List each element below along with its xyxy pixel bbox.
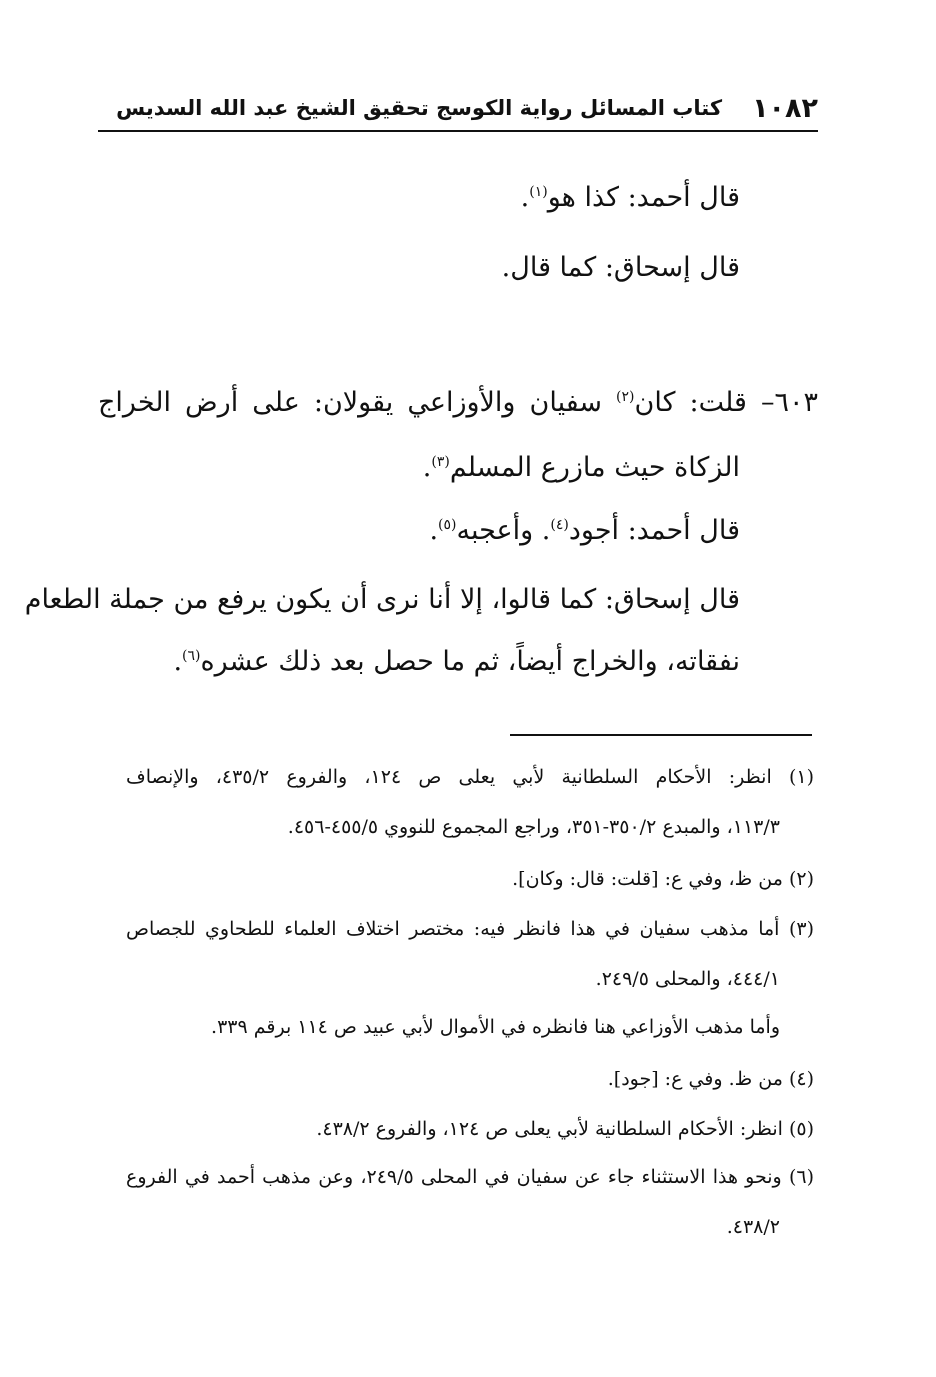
body-line-3: ٦٠٣– قلت: كان$^{(٢)}$ سفيان والأوزاعي يقولان: على أرض الخراج (98, 387, 818, 418)
body-line-1: قال أحمد: كذا هو$^{(١)}$. (520, 182, 740, 213)
footnote-2: (٢) من ظ، وفي ع: [قلت: قال: وكان]. (512, 868, 814, 890)
footnote-number: (٢) (788, 868, 814, 890)
footnote-6: (٦) ونحو هذا الاستثناء جاء عن سفيان في المحلى ٢٤٩/٥، وعن مذهب أحمد في الفروع (126, 1166, 814, 1188)
footnote-number: (٥) (788, 1118, 814, 1140)
running-title: كتاب المسائل رواية الكوسج تحقيق الشيخ عبد الله السديس (116, 96, 723, 120)
footnote-1: (١) انظر: الأحكام السلطانية لأبي يعلى ص ١٢٤، والفروع ٤٣٥/٢، والإنصاف (126, 766, 815, 788)
footnote-ref[interactable]: (٣) (431, 454, 450, 470)
footnote-4: (٤) من ظ. وفي ع: [جود]. (607, 1068, 814, 1090)
page-header (98, 86, 818, 132)
footnote-ref[interactable]: (٢) (616, 389, 635, 405)
footnote-5: (٥) انظر: الأحكام السلطانية لأبي يعلى ص ١٢٤، والفروع ٤٣٨/٢. (316, 1118, 814, 1140)
page-number: ١٠٨٢ (752, 92, 818, 124)
footnote-ref[interactable]: (٥) (438, 517, 457, 533)
body-line-5: قال أحمد: أجود$^{(٤)}$. وأعجبه$^{(٥)}$. (429, 515, 740, 546)
footnote-ref[interactable]: (٤) (550, 517, 569, 533)
body-line-7: نفقاته، والخراج أيضاً، ثم ما حصل بعد ذلك عشره$^{(٦)}$. (173, 646, 740, 677)
footnote-number: (١) (788, 766, 815, 788)
footnote-3-para2: وأما مذهب الأوزاعي هنا فانظره في الأموال لأبي عبيد ص ١١٤ برقم ٣٣٩. (211, 1016, 780, 1038)
footnote-number: (٤) (788, 1068, 814, 1090)
item-number: ٦٠٣– (760, 387, 818, 418)
footnote-number: (٣) (788, 918, 814, 940)
body-line-6: قال إسحاق: كما قالوا، إلا أنا نرى أن يكون يرفع من جملة الطعام (24, 584, 740, 615)
footnote-ref[interactable]: (٦) (182, 648, 201, 664)
footnote-1-cont: ١١٣/٣، والمبدع ٣٥٠/٢-٣٥١، وراجع المجموع للنووي ٤٥٥/٥-٤٥٦. (287, 816, 780, 838)
footnote-3-cont: ٤٤٤/١، والمحلى ٢٤٩/٥. (595, 968, 780, 990)
footnote-ref[interactable]: (١) (529, 184, 548, 200)
footnote-6-cont: ٤٣٨/٢. (726, 1216, 780, 1238)
footnote-number: (٦) (788, 1166, 814, 1188)
body-line-4: الزكاة حيث مازرع المسلم$^{(٣)}$. (422, 452, 740, 483)
body-line-2: قال إسحاق: كما قال. (501, 252, 740, 283)
footnote-separator (510, 734, 812, 736)
footnote-3: (٣) أما مذهب سفيان في هذا فانظر فيه: مختصر اختلاف العلماء للطحاوي للجصاص (126, 918, 814, 940)
